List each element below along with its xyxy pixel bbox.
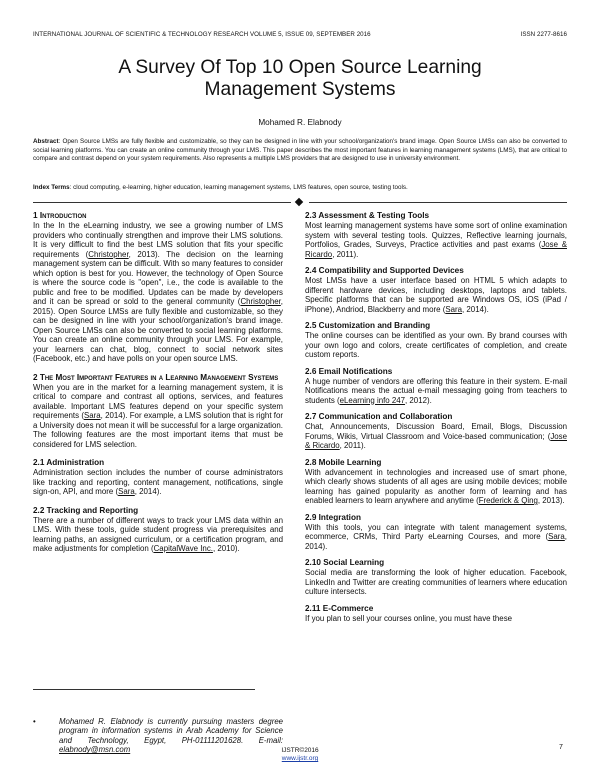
citation-link[interactable]: Frederick & Qing [478,496,538,505]
administration-paragraph: Administration section includes the number of course administrators like tracking and reporting, content management, notifications, single sign-on, API, and more (Sara, 2014). [33,468,283,496]
ecommerce-paragraph: If you plan to sell your courses online, you must have these [305,613,513,623]
bullet-icon: • [33,717,36,726]
index-terms-text: : cloud computing, e-learning, higher education, learning management systems, LMS features, open source, testing tools. [69,184,408,191]
heading-compatibility: 2.4 Compatibility and Supported Devices [305,266,464,275]
citation-link[interactable]: eLearning info 247 [339,395,406,405]
heading-features: 2 The Most Important Features in a Learning Management Systems [33,372,279,382]
left-column [33,211,283,554]
separator-line-right [309,202,567,203]
citation-link[interactable]: Sara [118,487,135,496]
heading-communication: 2.7 Communication and Collaboration [305,412,453,421]
abstract [33,138,567,164]
citation-link[interactable]: Christopher [88,249,129,259]
email-notifications-paragraph: A huge number of vendors are offering this feature in their system. E-mail Notifications means the actual e-mail messaging going from teachers to students (eLearning info 247, 2012). [305,376,567,405]
mobile-learning-paragraph: With advancement in technologies and increased use of smart phone, which clearly shows students of all ages are using mobile devices; mobile learning has gained popularity as another form of learning and has enabled learners to learn anywhere and anytime (Frederick & Qing, 2013). [305,467,567,505]
heading-tracking: 2.2 Tracking and Reporting [33,505,139,515]
index-terms [33,184,567,193]
citation-link[interactable]: Jose & Ricardo [305,240,567,259]
citation-link[interactable]: Sara [83,411,101,420]
diamond-icon [295,198,303,206]
paper-title [40,57,560,101]
title-line-1: A Survey Of Top 10 Open Source Learning [118,57,482,78]
separator-line-left [33,202,291,203]
abstract-label: Abstract [33,138,59,145]
communication-paragraph: Chat, Announcements, Discussion Board, Email, Blogs, Discussion Forums, Wikis, Virtual Classroom and Voice-based communication; (Jose & Ricardo, 2011). [305,422,567,450]
title-line-2: Management Systems [204,79,396,100]
citation-link[interactable]: Sara [445,304,463,314]
intro-paragraph: In the In the eLearning industry, we see a growing number of LMS providers who continually strengthen and improve their LMS solutions. It is very difficult to find the best LMS solution that fits your specific requirements (Christopher, 2013). The decision on the learning management system can be difficult. With so many features to consider which option is best for you. However, the technology of Open Source is where the source code is "open", i.e., the code is available to the public and free to be modified. Updates can be made by developers and it can be spread or sold to the general community (Christopher, 2015). Open Source LMSs are fully flexible and customizable, so they can be designed in line with your school/organization's brand image. Open Source LMSs can also be converted to social learning platforms. You can create an online community through your LMS. For example, your learners can chat, blog, connect to social network sites (Facebook, etc.) and have polls on your open source LMS. [33,221,283,363]
customization-paragraph: The online courses can be identified as your own. By brand courses with your own logo and colors, create certificates of completion, and create custom reports. [305,331,567,359]
footer-url-link[interactable]: www.ijstr.org [281,755,319,762]
citation-link[interactable]: Christopher [240,297,281,306]
right-column [305,211,567,623]
assessment-paragraph: Most learning management systems have some sort of online examination system with several testing tools. Quizzes, Reflective learning journals, Portfolios, Grades, Surveys, Practice activities and past exams (Jose & Ricardo, 2011). [305,221,567,259]
citation-link[interactable]: CapitalWave Inc. [153,544,213,553]
heading-introduction: 1 Introduction [33,211,87,220]
journal-name: INTERNATIONAL JOURNAL OF SCIENTIFIC & TECHNOLOGY RESEARCH VOLUME 5, ISSUE 09, SEPTEMBER 2016 [33,31,371,38]
tracking-paragraph: There are a number of different ways to track your LMS data within an LMS. With these tools, guide student progress via prerequisites and learning paths, an assigned curriculum, or a certification program, and make adjustments for completion (CapitalWave Inc., 2010). [33,515,283,553]
citation-link[interactable]: Sara [548,532,565,541]
heading-integration: 2.9 Integration [305,512,361,522]
footer-code: IJSTR©2016 [281,747,319,754]
heading-customization: 2.5 Customization and Branding [305,321,431,330]
social-learning-paragraph: Social media are transforming the look of higher education. Facebook, LinkedIn and Twitter are creating communities of learners where education culture intersects. [305,568,567,596]
running-header [33,31,567,41]
heading-mobile-learning: 2.8 Mobile Learning [305,457,382,467]
heading-assessment: 2.3 Assessment & Testing Tools [305,211,430,220]
heading-email-notifications: 2.6 Email Notifications [305,366,393,376]
index-terms-label: Index Terms [33,184,70,191]
heading-ecommerce: 2.11 E-Commerce [305,603,374,613]
email-link[interactable]: elabnody@msn.com [59,745,131,755]
footnote-text: Mohamed R. Elabnody is currently pursuing masters degree program in information systems in Arab Academy for Science and Technology, Egypt, PH-01111201628. E-mail: [59,717,283,745]
section-separator [33,199,567,206]
citation-link[interactable]: Jose & Ricardo [305,431,567,450]
integration-paragraph: With this tools, you can integrate with talent management systems, ecommerce, CRMs, Third Party eLearning Courses, and more (Sara, 2014). [305,522,567,551]
page-footer [0,747,600,763]
heading-administration: 2.1 Administration [33,458,105,467]
abstract-text: : Open Source LMSs are fully flexible and customizable, so they can be designed in line with your school/organization's brand image. Open Source LMSs can also be converted to social learning platforms. You can create an online community through your LMS. This paper describes the most important features in learning management systems (LMS), that are critical to compare and contrast depend on your system requirements. Also represents a multiple LMS providers that are designed to use in university environment. [33,138,567,163]
heading-social-learning: 2.10 Social Learning [305,558,385,567]
author-name: Mohamed R. Elabnody [258,118,342,127]
features-paragraph: When you are in the market for a learning management system, it is critical to compare and contrast all options, services, and features available. Important LMS features depend on your specific system requirements (Sara, 2014). For example, a LMS solution that is right for a University does not mean it will be successful for a large organization. The following features are the most important items that must be considered for LMS selection. [33,382,283,449]
compatibility-paragraph: Most LMSs have a user interface based on HTML 5 which adapts to different hardware devices, including desktops, laptops and tablets. Specific platforms that can be supported are Windows OS, iOS (iPad / iPhone), Andriod, Blackberry and more (Sara, 2014). [305,276,567,314]
footnote-rule [33,689,255,690]
page-number: 7 [559,744,563,751]
issn: ISSN 2277-8616 [520,31,567,38]
